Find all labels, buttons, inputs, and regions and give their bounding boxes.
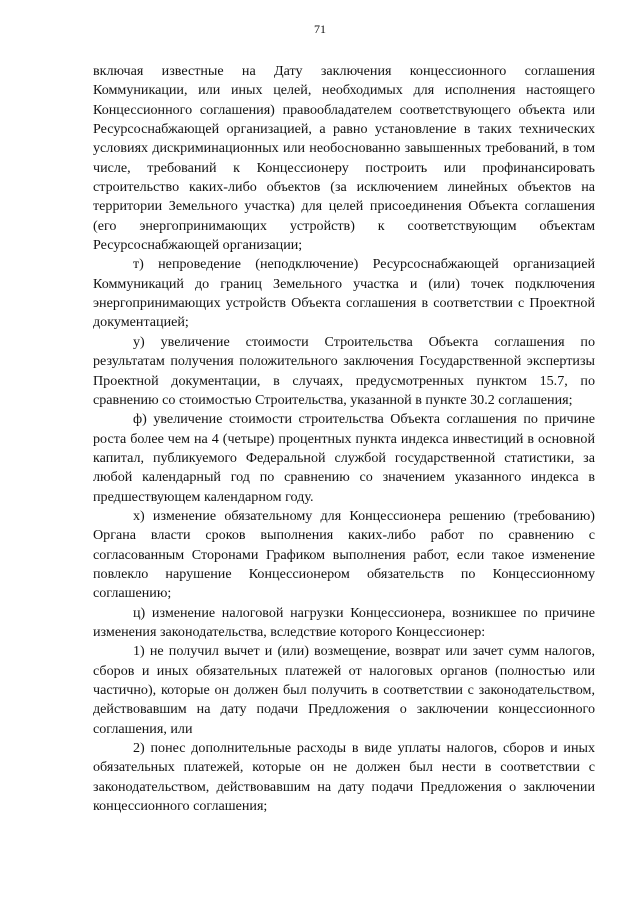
paragraph-item-t: т) непроведение (неподключение) Ресурсоснабжающей организацией Коммуникаций до границ Земельного участка и (или) точек подключения энергопринимающих устройств Объекта соглашения в соответствии с Проектной документацией; bbox=[93, 256, 595, 331]
paragraph-subitem-1: 1) не получил вычет и (или) возмещение, возврат или зачет сумм налогов, сборов и иных обязательных платежей от налоговых органов (полностью или частично), которые он должен был получить в соответствии с законодательством, действовавшим на дату подачи Предложения о заключении концессионного соглашения, или bbox=[93, 643, 595, 737]
page-number: 71 bbox=[314, 22, 326, 36]
paragraph-item-f: ф) увеличение стоимости строительства Объекта соглашения по причине роста более чем на 4 (четыре) процентных пункта индекса инвестиций в основной капитал, публикуемого Федеральной службой государственной статистики, за любой календарный год по сравнению со значением указанного индекса в предшествующем календарном году. bbox=[93, 411, 595, 505]
paragraph-continuation: включая известные на Дату заключения концессионного соглашения Коммуникации, или иных целей, необходимых для исполнения настоящего Концессионного соглашения) правообладателем соответствующего объекта или Ресурсоснабжающей организацией, а равно установление в таких технических условиях дискриминационных или необоснованно завышенных требований, в том числе, требований к Концессионеру построить или профинансировать строительство каких-либо объектов (за исключением линейных объектов на территории Земельного участка) для целей присоединения Объекта соглашения (его энергопринимающих устройств) к соответствующим объектам Ресурсоснабжающей организации; bbox=[93, 63, 595, 254]
document-body bbox=[93, 62, 595, 816]
paragraph-item-ts: ц) изменение налоговой нагрузки Концессионера, возникшее по причине изменения законодательства, вследствие которого Концессионер: bbox=[93, 604, 595, 640]
paragraph-item-u: у) увеличение стоимости Строительства Объекта соглашения по результатам получения положительного заключения Государственной экспертизы Проектной документации, в случаях, предусмотренных пунктом 15.7, по сравнению со стоимостью Строительства, указанной в пункте 30.2 соглашения; bbox=[93, 333, 595, 408]
paragraph-item-kh: х) изменение обязательному для Концессионера решению (требованию) Органа власти сроков выполнения каких-либо работ по сравнению с согласованным Сторонами Графиком выполнения работ, если такое изменение повлекло нарушение Концессионером обязательств по Концессионному соглашению; bbox=[93, 507, 595, 602]
paragraph-subitem-2: 2) понес дополнительные расходы в виде уплаты налогов, сборов и иных обязательных платежей, которые он не должен был нести в соответствии с законодательством, действовавшим на дату подачи Предложения о заключении концессионного соглашения; bbox=[93, 740, 595, 815]
